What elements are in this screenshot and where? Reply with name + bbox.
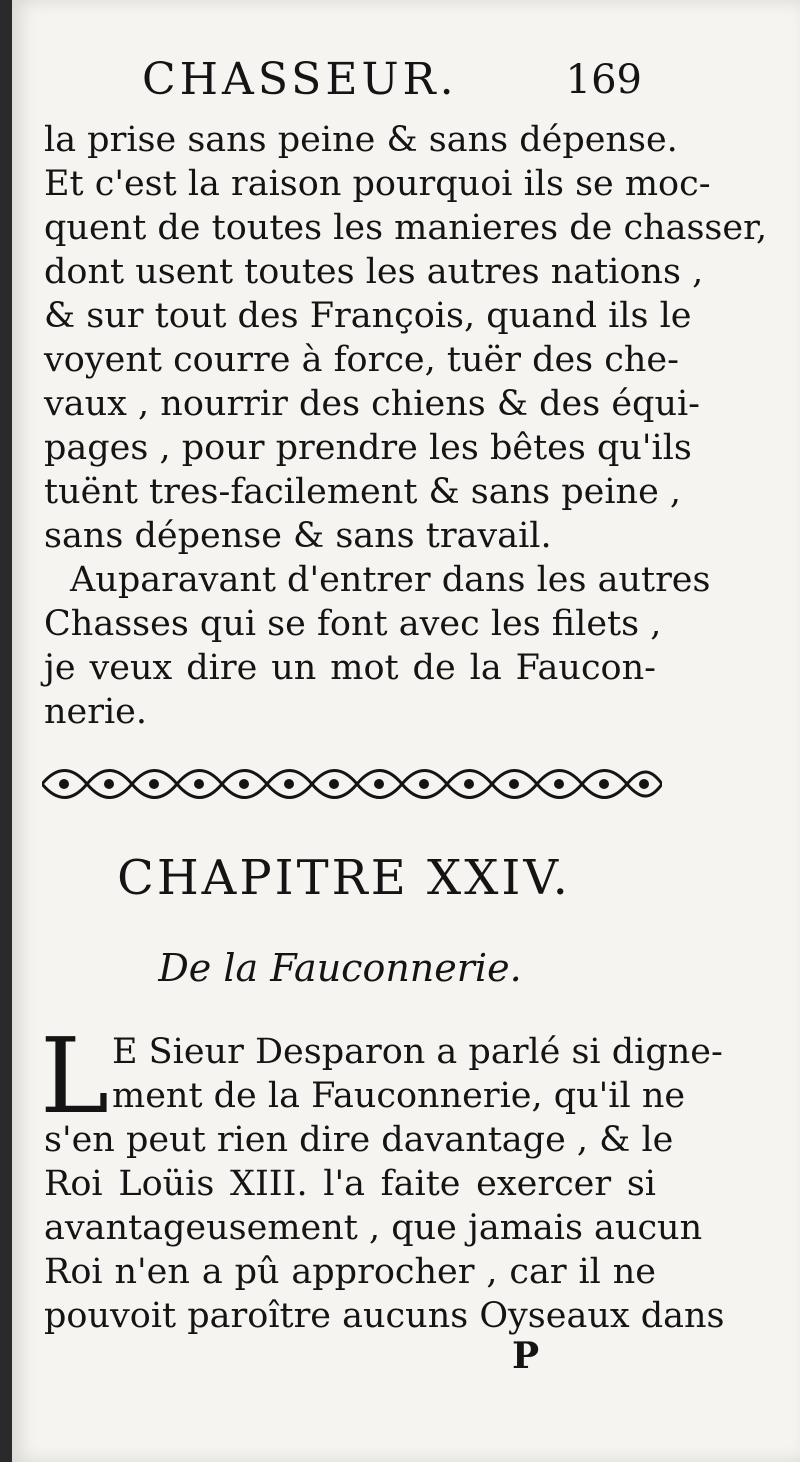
book-page (12, 0, 800, 1462)
text-line: & sur tout des François, quand ils le (44, 296, 692, 336)
text-line: la prise sans peine & sans dépense. (44, 120, 678, 160)
text-line: je veux dire un mot de la Faucon- (44, 648, 656, 688)
text-line: E Sieur Desparon a parlé si digne- (112, 1032, 723, 1072)
text-line: quent de toutes les manieres de chasser, (44, 208, 768, 248)
text-line: pages , pour prendre les bêtes qu'ils (44, 428, 692, 468)
text-line: Et c'est la raison pourquoi ils se moc- (44, 164, 711, 204)
chapter-heading: CHAPITRE XXIV. (117, 850, 571, 906)
text-line: Roi Loüis XIII. l'a faite exercer si (44, 1164, 656, 1204)
chapter-subtitle: De la Fauconnerie. (158, 946, 522, 990)
page-number: 169 (565, 57, 642, 103)
text-line: dont usent toutes les autres nations , (44, 252, 704, 292)
ornament-band (42, 762, 662, 806)
text-line: pouvoit paroître aucuns Oyseaux dans (44, 1296, 725, 1336)
text-line: Chasses qui se font avec les filets , (44, 604, 662, 644)
text-line: tuënt tres-facilement & sans peine , (44, 472, 682, 512)
text-line: voyent courre à force, tuër des che- (44, 340, 679, 380)
text-line: sans dépense & sans travail. (44, 516, 552, 556)
text-line: vaux , nourrir des chiens & des équi- (44, 384, 701, 424)
text-line: avantageusement , que jamais aucun (44, 1208, 703, 1248)
text-line: ment de la Fauconnerie, qu'il ne (112, 1076, 686, 1116)
text-line: s'en peut rien dire davantage , & le (44, 1120, 674, 1160)
text-line: Roi n'en a pû approcher , car il ne (44, 1252, 656, 1292)
running-title: CHASSEUR. (142, 54, 458, 105)
running-header (142, 52, 642, 108)
catchword: P (512, 1335, 540, 1377)
text-line: nerie. (44, 692, 148, 732)
text-line: Auparavant d'entrer dans les autres (70, 560, 711, 600)
drop-cap: L (40, 1015, 110, 1137)
